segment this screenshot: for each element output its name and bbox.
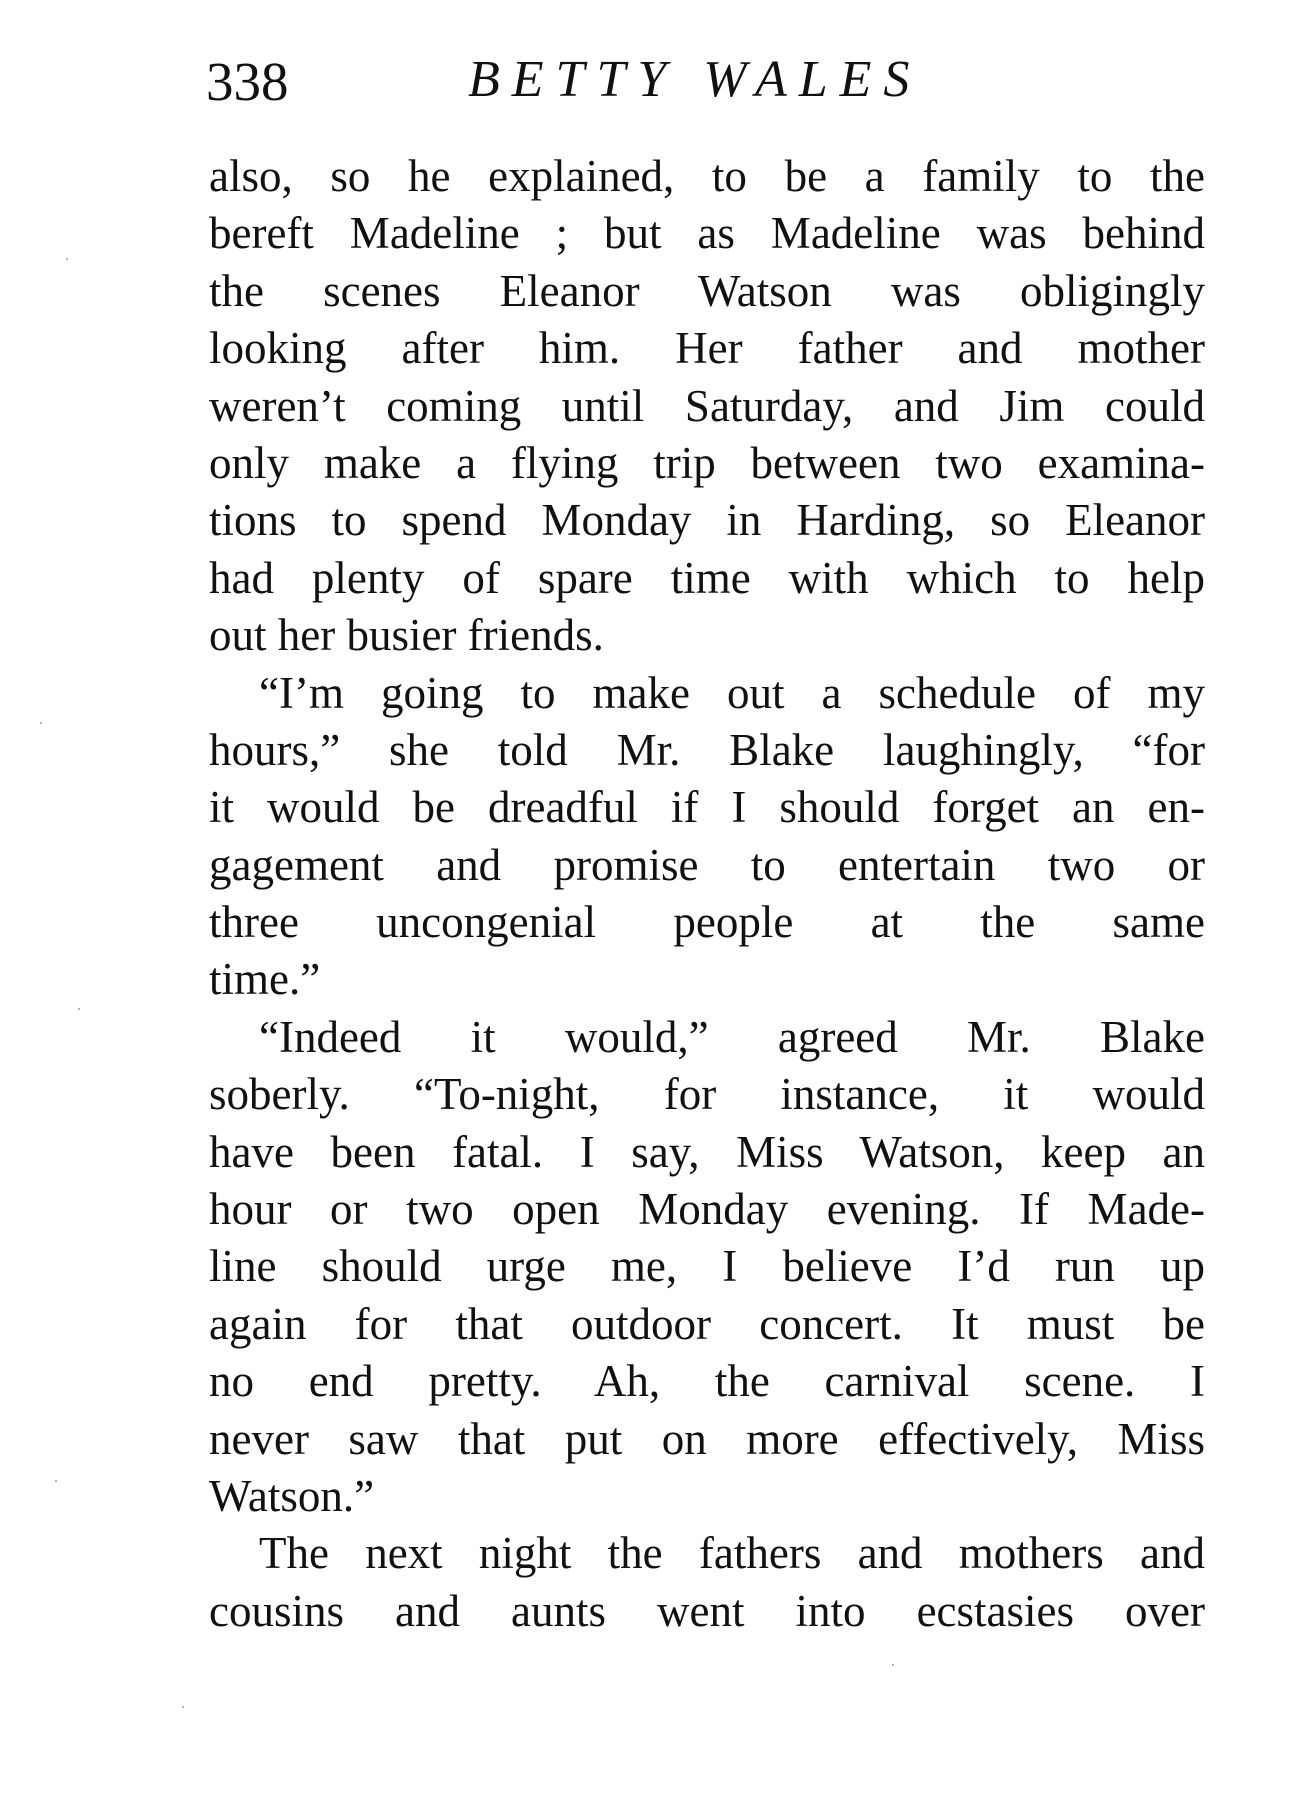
- body-text: [209, 148, 1205, 1640]
- text-line: hour or two open Monday evening. If Made-: [209, 1184, 1205, 1235]
- text-line: time.”: [209, 954, 321, 1005]
- text-line: soberly. “To-night, for instance, it would: [209, 1069, 1205, 1120]
- paper-speck: [182, 1706, 184, 1708]
- text-line: Watson.”: [209, 1470, 375, 1521]
- text-line: three uncongenial people at the same: [209, 897, 1205, 948]
- paper-speck: [55, 1480, 57, 1482]
- text-line: bereft Madeline ; but as Madeline was behind: [209, 208, 1205, 259]
- text-line: no end pretty. Ah, the carnival scene. I: [209, 1356, 1205, 1407]
- text-line: looking after him. Her father and mother: [209, 323, 1205, 374]
- text-line: out her busier friends.: [209, 610, 604, 661]
- text-line: it would be dreadful if I should forget an en-: [209, 782, 1205, 833]
- paper-speck: [78, 1008, 80, 1010]
- text-line: the scenes Eleanor Watson was obligingly: [209, 265, 1205, 316]
- text-line: hours,” she told Mr. Blake laughingly, “for: [209, 724, 1205, 775]
- page-number: 338: [206, 51, 289, 112]
- text-line: The next night the fathers and mothers and: [259, 1528, 1205, 1579]
- text-line: line should urge me, I believe I’d run up: [209, 1241, 1205, 1292]
- paper-speck: [892, 1664, 894, 1666]
- text-line: also, so he explained, to be a family to the: [209, 151, 1205, 201]
- text-line: cousins and aunts went into ecstasies over: [209, 1585, 1205, 1636]
- text-line: never saw that put on more effectively, Miss: [209, 1413, 1205, 1464]
- text-line: only make a flying trip between two examina-: [209, 437, 1205, 488]
- paper-speck: [40, 722, 42, 724]
- text-line: have been fatal. I say, Miss Watson, keep an: [209, 1126, 1205, 1177]
- page-header: [206, 42, 1206, 122]
- text-line: gagement and promise to entertain two or: [209, 839, 1205, 890]
- text-line: again for that outdoor concert. It must be: [209, 1298, 1205, 1349]
- paper-speck: [66, 258, 68, 260]
- running-title: BETTY WALES: [468, 51, 922, 108]
- text-line: “Indeed it would,” agreed Mr. Blake: [259, 1011, 1205, 1062]
- text-line: “I’m going to make out a schedule of my: [259, 667, 1205, 718]
- text-line: tions to spend Monday in Harding, so Eleanor: [209, 495, 1205, 546]
- text-line: weren’t coming until Saturday, and Jim could: [209, 380, 1205, 431]
- text-line: had plenty of spare time with which to help: [209, 552, 1205, 603]
